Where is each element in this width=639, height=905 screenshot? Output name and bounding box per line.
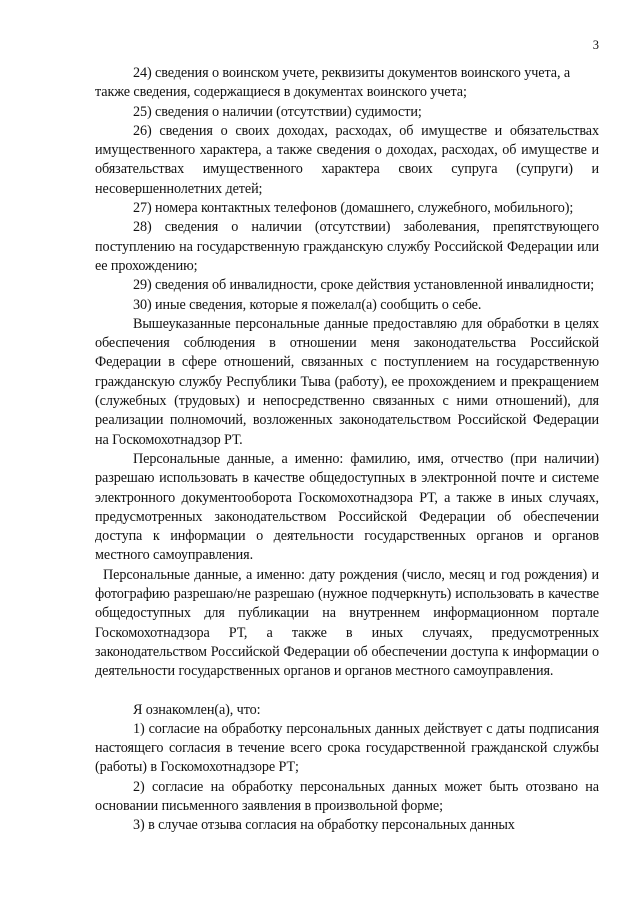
paragraph-public-birthdate-photo: Персональные данные, а именно: дату рождения (число, месяц и год рождения) и фотографию разрешаю/не разрешаю (нужное подчеркнуть) использовать в качестве общедоступных для публикации на внутреннем информационном портале Госкомохотнадзора РТ, а также в иных случаях, предусмотренных законодательством Российской Федерации об обеспечении доступа к информации о деятельности государственных органов и органов местного самоуправления.: [95, 566, 599, 680]
paragraph-item-24-continued: также сведения, содержащиеся в документах воинского учета;: [95, 84, 467, 101]
paragraph-ack-2: 2) согласие на обработку персональных данных может быть отозвано на основании письменного заявления в произвольной форме;: [95, 778, 599, 814]
paragraph-item-25: 25) сведения о наличии (отсутствии) судимости;: [133, 103, 422, 120]
paragraph-item-26: 26) сведения о своих доходах, расходах, об имуществе и обязательствах имущественного характера, а также сведения о доходах, расходах, об имуществе и обязательствах имущественного характера своих супруга (супруги) и несовершеннолетних детей;: [95, 122, 599, 197]
paragraph-item-29: 29) сведения об инвалидности, сроке действия установленной инвалидности;: [133, 277, 595, 294]
paragraph-ack-3: 3) в случае отзыва согласия на обработку персональных данных: [133, 817, 515, 834]
paragraph-public-name: Персональные данные, а именно: фамилию, имя, отчество (при наличии) разрешаю использовать в качестве общедоступных в электронной почте и системе электронного документооборота Госкомохотнадзора РТ, а также в иных случаях, предусмотренных законодательством Российской Федерации об обеспечении доступа к информации о деятельности государственных органов и органов местного самоуправления.: [95, 450, 599, 564]
paragraph-item-28: 28) сведения о наличии (отсутствии) заболевания, препятствующего поступлению на государственную гражданскую службу Российской Федерации или ее прохождению;: [95, 219, 599, 274]
paragraph-purpose: Вышеуказанные персональные данные предоставляю для обработки в целях обеспечения соблюдения в отношении меня законодательства Российской Федерации в сфере отношений, связанных с поступлением на государственную гражданскую службу Республики Тыва (работу), ее прохождением и прекращением (служебных (трудовых) и непосредственно связанных с ними отношений), для реализации полномочий, возложенных законодательством Российской Федерации на Госкомохотнадзор РТ.: [95, 315, 599, 448]
paragraph-acknowledged: Я ознакомлен(а), что:: [133, 701, 261, 718]
document-body: [95, 64, 599, 836]
paragraph-gap: [95, 682, 599, 701]
page-number: 3: [592, 38, 599, 52]
paragraph-item-24: 24) сведения о воинском учете, реквизиты документов воинского учета, а: [133, 65, 571, 81]
paragraph-ack-1: 1) согласие на обработку персональных данных действует с даты подписания настоящего согласия в течение всего срока государственной гражданской службы (работы) в Госкомохотнадзоре РТ;: [95, 720, 599, 776]
paragraph-item-27: 27) номера контактных телефонов (домашнего, служебного, мобильного);: [133, 200, 574, 217]
paragraph-item-30: 30) иные сведения, которые я пожелал(а) сообщить о себе.: [133, 296, 482, 313]
